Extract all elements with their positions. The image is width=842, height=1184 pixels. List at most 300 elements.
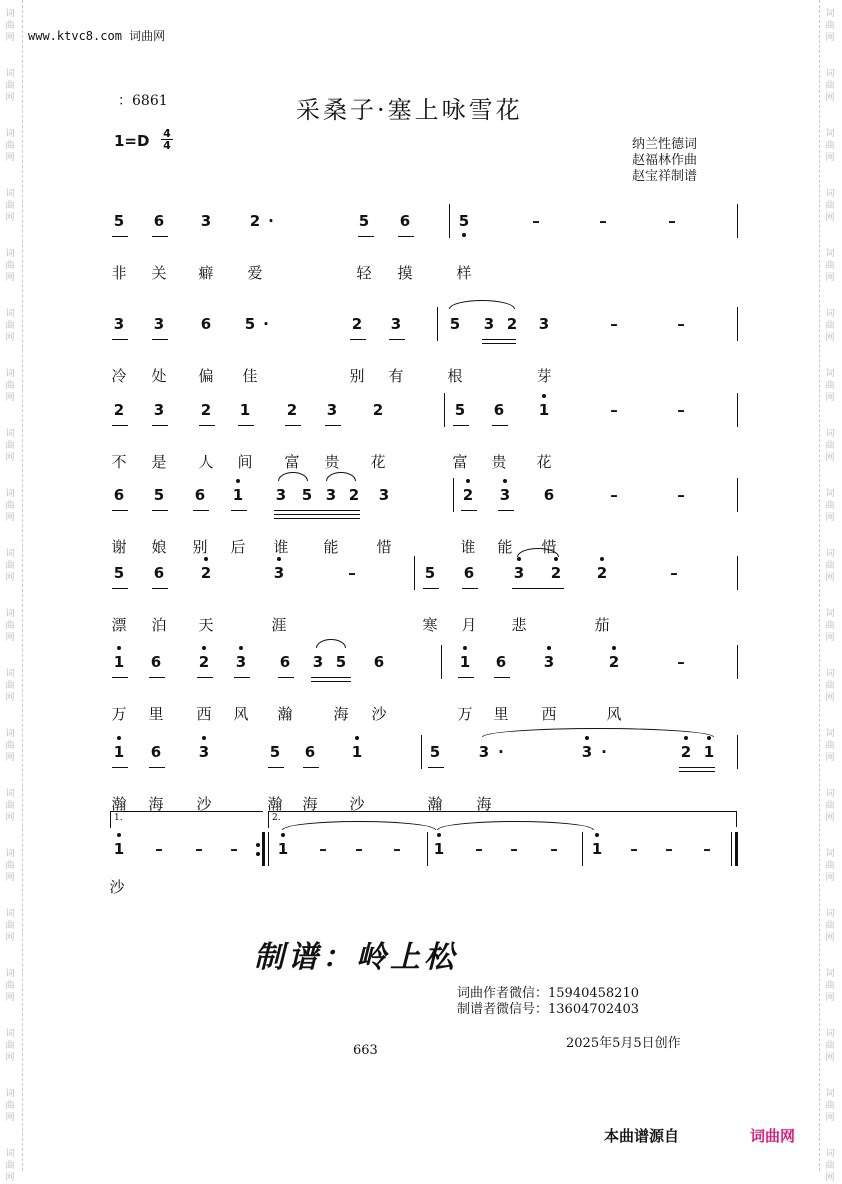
watermark-text: 词 曲 网 (825, 69, 835, 103)
watermark-text: 词 曲 网 (5, 549, 15, 583)
watermark-text: 词 曲 网 (825, 1089, 835, 1123)
note: – (610, 486, 618, 504)
underline-beam (303, 767, 319, 768)
right-watermark-strip (819, 0, 842, 1183)
underline-beam (112, 677, 128, 678)
note: 3 (113, 315, 125, 333)
watermark-text: 词 曲 网 (5, 609, 15, 643)
note: 3 (483, 315, 495, 333)
note: 1 (110, 743, 128, 761)
lyric-char: 涯 (271, 616, 287, 634)
lyric-char: 瀚 (427, 795, 443, 813)
underline-beam (492, 425, 508, 426)
underline-beam (389, 339, 405, 340)
underline-beam (311, 677, 351, 678)
lyric-char: 沙 (371, 705, 387, 723)
underline-beam (458, 677, 474, 678)
bar-line (735, 832, 738, 866)
underline-beam (268, 767, 284, 768)
note: 5 (113, 564, 125, 582)
bar-line (737, 735, 738, 769)
note: 1 (110, 653, 128, 671)
underline-beam (112, 425, 128, 426)
note: 6 (495, 653, 507, 671)
lyric-char: 别 (349, 367, 365, 385)
note: – (510, 840, 518, 858)
lyric-char: 贵 (491, 453, 507, 471)
note: 5 (153, 486, 165, 504)
note: – (610, 315, 618, 333)
note: 5 (429, 743, 441, 761)
volta-label: 2. (272, 813, 281, 823)
lyric-char: 不 (111, 453, 127, 471)
lyric-char: 有 (388, 367, 404, 385)
lyric-char: 是 (151, 453, 167, 471)
underline-beam (152, 588, 168, 589)
note: 5 (335, 653, 347, 671)
watermark-text: 词 曲 网 (5, 189, 15, 223)
song-title: 采桑子·塞上咏雪花 (296, 96, 523, 124)
note: – (677, 653, 685, 671)
note: 2 (195, 653, 213, 671)
note: 6 (463, 564, 475, 582)
underline-beam (152, 425, 168, 426)
watermark-text: 词 曲 网 (5, 1149, 15, 1183)
composer-contact: 词曲作者微信：15940458210 (457, 986, 639, 1001)
lyric-char: 偏 (198, 367, 214, 385)
time-signature (161, 128, 173, 151)
watermark-text: 词 曲 网 (825, 249, 835, 283)
underline-beam (398, 236, 414, 237)
underline-beam (482, 343, 516, 344)
watermark-text: 词 曲 网 (825, 309, 835, 343)
note: 6 (153, 564, 165, 582)
lyric-char: 万 (111, 705, 127, 723)
note: 3 (478, 743, 490, 761)
note: 1 (348, 743, 366, 761)
underline-beam (494, 677, 510, 678)
note: 5 (449, 315, 461, 333)
note: – (319, 840, 327, 858)
note: · (498, 743, 504, 761)
arranger-signature: 制谱：岭上松 (254, 940, 458, 975)
site-header[interactable]: www.ktvc8.com 词曲网 (28, 29, 166, 43)
underline-beam (423, 588, 439, 589)
lyric-char: 惜 (541, 538, 557, 556)
lyric-char: 癖 (198, 264, 214, 282)
watermark-text: 词 曲 网 (5, 9, 15, 43)
note: 3 (232, 653, 250, 671)
watermark-text: 词 曲 网 (825, 129, 835, 163)
key-signature: 1=D (114, 132, 150, 150)
note: 1 (700, 743, 718, 761)
bar-line (449, 204, 450, 238)
lyric-char: 泊 (151, 616, 167, 634)
watermark-text: 词 曲 网 (825, 1149, 835, 1183)
lyric-char: 能 (497, 538, 513, 556)
note: 1 (229, 486, 247, 504)
note: 2 (593, 564, 611, 582)
note: 5 (454, 401, 466, 419)
note: 3 (153, 401, 165, 419)
underline-beam (311, 681, 351, 682)
watermark-text: 词 曲 网 (5, 969, 15, 1003)
note: – (668, 212, 676, 230)
note: 6 (153, 212, 165, 230)
lyric-char: 瀚 (277, 705, 293, 723)
underline-beam (679, 771, 715, 772)
bar-line (421, 735, 422, 769)
note: 6 (543, 486, 555, 504)
underline-beam (461, 510, 477, 511)
lyric-char: 摸 (397, 264, 413, 282)
note: 1 (110, 840, 128, 858)
bar-line (427, 832, 428, 866)
note: 2 (197, 564, 215, 582)
underline-beam (274, 514, 360, 515)
lyric-char: 轻 (356, 264, 372, 282)
lyric-char: 里 (148, 705, 164, 723)
watermark-text: 词 曲 网 (825, 429, 835, 463)
underline-beam (152, 510, 168, 511)
note: – (599, 212, 607, 230)
note: 5 (455, 212, 473, 230)
bar-line (437, 307, 438, 341)
bar-line (737, 393, 738, 427)
volta-end (736, 811, 737, 827)
slur (278, 472, 308, 481)
lyric-char: 沙 (196, 795, 212, 813)
note: 1 (239, 401, 251, 419)
source-label: 本曲谱源自 (604, 1127, 680, 1145)
lyric-char: 谁 (273, 538, 289, 556)
note: 6 (279, 653, 291, 671)
note: 6 (113, 486, 125, 504)
note: 3 (496, 486, 514, 504)
underline-beam (498, 510, 514, 511)
lyric-char: 漂 (111, 616, 127, 634)
lyric-char: 冷 (111, 367, 127, 385)
lyric-char: 沙 (349, 795, 365, 813)
bar-line (737, 204, 738, 238)
note: – (670, 564, 678, 582)
bar-line (737, 478, 738, 512)
underline-beam (462, 588, 478, 589)
note: 1 (430, 840, 448, 858)
slur (449, 300, 515, 309)
underline-beam (112, 510, 128, 511)
slur (482, 728, 714, 737)
bar-line (414, 556, 415, 590)
note: 6 (373, 653, 385, 671)
note: – (677, 486, 685, 504)
watermark-text: 词 曲 网 (5, 789, 15, 823)
watermark-text: 词 曲 网 (5, 1029, 15, 1063)
underline-beam (149, 767, 165, 768)
note: 2 (348, 486, 360, 504)
lyric-char: 别 (192, 538, 208, 556)
lyric-char: 寒 (422, 616, 438, 634)
lyric-char: 万 (457, 705, 473, 723)
lyric-char: 芽 (536, 367, 552, 385)
underline-beam (112, 767, 128, 768)
watermark-text: 词 曲 网 (5, 729, 15, 763)
lyric-char: 样 (456, 264, 472, 282)
lyric-char: 能 (323, 538, 339, 556)
watermark-text: 词 曲 网 (5, 669, 15, 703)
note: · (601, 743, 607, 761)
note: 2 (506, 315, 518, 333)
bar-line (737, 645, 738, 679)
source-brand-link[interactable]: 词曲网 (750, 1127, 796, 1145)
note: – (230, 840, 238, 858)
lyric-char: 花 (370, 453, 386, 471)
lyric-char: 风 (233, 705, 249, 723)
note: 3 (325, 486, 337, 504)
note: – (610, 401, 618, 419)
note: 5 (424, 564, 436, 582)
note: 3 (312, 653, 324, 671)
note: 2 (605, 653, 623, 671)
watermark-text: 词 曲 网 (825, 369, 835, 403)
credit-composer: 赵福林作曲 (632, 153, 698, 168)
lyric-char: 花 (536, 453, 552, 471)
watermark-text: 词 曲 网 (5, 129, 15, 163)
lyric-char: 非 (111, 264, 127, 282)
note: – (195, 840, 203, 858)
underline-beam (274, 510, 360, 511)
lyric-char: 茄 (594, 616, 610, 634)
note: 3 (275, 486, 287, 504)
note: – (550, 840, 558, 858)
note: 2 (677, 743, 695, 761)
lyric-char: 佳 (242, 367, 258, 385)
watermark-text: 词 曲 网 (825, 849, 835, 883)
watermark-text: 词 曲 网 (5, 69, 15, 103)
underline-beam (285, 425, 301, 426)
time-sig-bottom: 4 (161, 139, 173, 151)
bar-line (731, 832, 732, 866)
watermark-text: 词 曲 网 (825, 789, 835, 823)
note: 6 (200, 315, 212, 333)
time-sig-top: 4 (163, 127, 171, 140)
lyric-char: 海 (476, 795, 492, 813)
note: 2 (547, 564, 565, 582)
credit-lyricist: 纳兰性德词 (632, 137, 698, 152)
bar-line (737, 307, 738, 341)
note: 5 (244, 315, 256, 333)
underline-beam (231, 510, 247, 511)
note: 3 (153, 315, 165, 333)
watermark-text: 词 曲 网 (5, 1089, 15, 1123)
watermark-text: 词 曲 网 (825, 909, 835, 943)
lyric-char: 富 (452, 453, 468, 471)
slur (326, 472, 356, 481)
note: 1 (588, 840, 606, 858)
lyric-char: 谁 (460, 538, 476, 556)
credit-arranger: 赵宝祥制谱 (632, 169, 698, 184)
note: 5 (358, 212, 370, 230)
underline-beam (274, 518, 360, 519)
underline-beam (325, 425, 341, 426)
watermark-text: 词 曲 网 (825, 189, 835, 223)
note: 1 (535, 401, 553, 419)
bar-line (737, 556, 738, 590)
lyric-char: 惜 (376, 538, 392, 556)
underline-beam (679, 767, 715, 768)
note: 3 (538, 315, 550, 333)
underline-beam (482, 339, 516, 340)
volta-label: 1. (114, 813, 123, 823)
watermark-text: 词 曲 网 (825, 489, 835, 523)
watermark-text: 词 曲 网 (825, 549, 835, 583)
lyric-char: 西 (541, 705, 557, 723)
watermark-text: 词 曲 网 (825, 669, 835, 703)
note: 3 (378, 486, 390, 504)
lyric-char: 间 (237, 453, 253, 471)
lyric-char: 爱 (247, 264, 263, 282)
underline-beam (278, 677, 294, 678)
note: 2 (351, 315, 363, 333)
note: 3 (270, 564, 288, 582)
note: 2 (249, 212, 261, 230)
note: 3 (390, 315, 402, 333)
arranger-contact: 制谱者微信号：13604702403 (457, 1002, 639, 1017)
underline-beam (112, 588, 128, 589)
note: – (677, 315, 685, 333)
note: 3 (326, 401, 338, 419)
lyric-char: 关 (151, 264, 167, 282)
underline-beam (428, 767, 444, 768)
note: 2 (286, 401, 298, 419)
repeat-dots (256, 843, 260, 861)
lyric-char: 西 (196, 705, 212, 723)
watermark-text: 词 曲 网 (5, 309, 15, 343)
note: 3 (578, 743, 596, 761)
lyric-char: 海 (302, 795, 318, 813)
underline-beam (112, 339, 128, 340)
note: – (532, 212, 540, 230)
note: – (665, 840, 673, 858)
watermark-text: 词 曲 网 (825, 9, 835, 43)
bar-line (441, 645, 442, 679)
note: 2 (113, 401, 125, 419)
slur (316, 639, 346, 648)
creation-date: 2025年5月5日创作 (566, 1036, 681, 1051)
lyric-char: 海 (333, 705, 349, 723)
lyric-char: 悲 (511, 616, 527, 634)
watermark-text: 词 曲 网 (825, 969, 835, 1003)
watermark-text: 词 曲 网 (5, 909, 15, 943)
page-number: 663 (353, 1043, 378, 1058)
lyric-char: 娘 (151, 538, 167, 556)
note: 6 (399, 212, 411, 230)
lyric-char: 谢 (111, 538, 127, 556)
note: – (155, 840, 163, 858)
lyric-char: 贵 (324, 453, 340, 471)
watermark-text: 词 曲 网 (5, 489, 15, 523)
lyric-char: 富 (284, 453, 300, 471)
watermark-text: 词 曲 网 (825, 609, 835, 643)
note: 3 (200, 212, 212, 230)
lyric-char: 里 (493, 705, 509, 723)
note: 5 (269, 743, 281, 761)
watermark-text: 词 曲 网 (5, 849, 15, 883)
note: – (703, 840, 711, 858)
score-code: ：6861 (118, 93, 168, 109)
watermark-text: 词 曲 网 (825, 729, 835, 763)
underline-beam (152, 236, 168, 237)
underline-beam (112, 236, 128, 237)
bar-line (453, 478, 454, 512)
note: 2 (372, 401, 384, 419)
note: 6 (194, 486, 206, 504)
bar-line (268, 832, 269, 866)
lyric-char: 根 (447, 367, 463, 385)
watermark-text: 词 曲 网 (5, 369, 15, 403)
watermark-text: 词 曲 网 (825, 1029, 835, 1063)
bar-line (444, 393, 445, 427)
lyric-char: 月 (461, 616, 477, 634)
watermark-text: 词 曲 网 (5, 429, 15, 463)
volta-bracket (110, 811, 263, 828)
underline-beam (358, 236, 374, 237)
note: 5 (113, 212, 125, 230)
note: 5 (301, 486, 313, 504)
note: 6 (150, 743, 162, 761)
underline-beam (512, 588, 564, 589)
lyric-char: 处 (151, 367, 167, 385)
note: · (268, 212, 274, 230)
note: 3 (195, 743, 213, 761)
watermark-text: 词 曲 网 (5, 249, 15, 283)
underline-beam (193, 510, 209, 511)
lyric-char: 瀚 (111, 795, 127, 813)
note: – (677, 401, 685, 419)
underline-beam (453, 425, 469, 426)
underline-beam (238, 425, 254, 426)
note: – (355, 840, 363, 858)
bar-line (262, 832, 265, 866)
lyric-char: 瀚 (267, 795, 283, 813)
left-watermark-strip (0, 0, 23, 1183)
lyric-char: 沙 (109, 878, 125, 896)
note: 6 (150, 653, 162, 671)
note: – (348, 564, 356, 582)
lyric-char: 海 (148, 795, 164, 813)
note: – (475, 840, 483, 858)
note: – (630, 840, 638, 858)
bar-line (582, 832, 583, 866)
note: 2 (200, 401, 212, 419)
note: · (263, 315, 269, 333)
note: 1 (456, 653, 474, 671)
underline-beam (350, 339, 366, 340)
lyric-char: 风 (606, 705, 622, 723)
note: 6 (493, 401, 505, 419)
lyric-char: 天 (198, 616, 214, 634)
underline-beam (197, 677, 213, 678)
underline-beam (199, 425, 215, 426)
note: 6 (304, 743, 316, 761)
note: 3 (510, 564, 528, 582)
underline-beam (152, 339, 168, 340)
lyric-char: 后 (230, 538, 246, 556)
note: – (393, 840, 401, 858)
underline-beam (234, 677, 250, 678)
lyric-char: 人 (198, 453, 214, 471)
note: 1 (274, 840, 292, 858)
